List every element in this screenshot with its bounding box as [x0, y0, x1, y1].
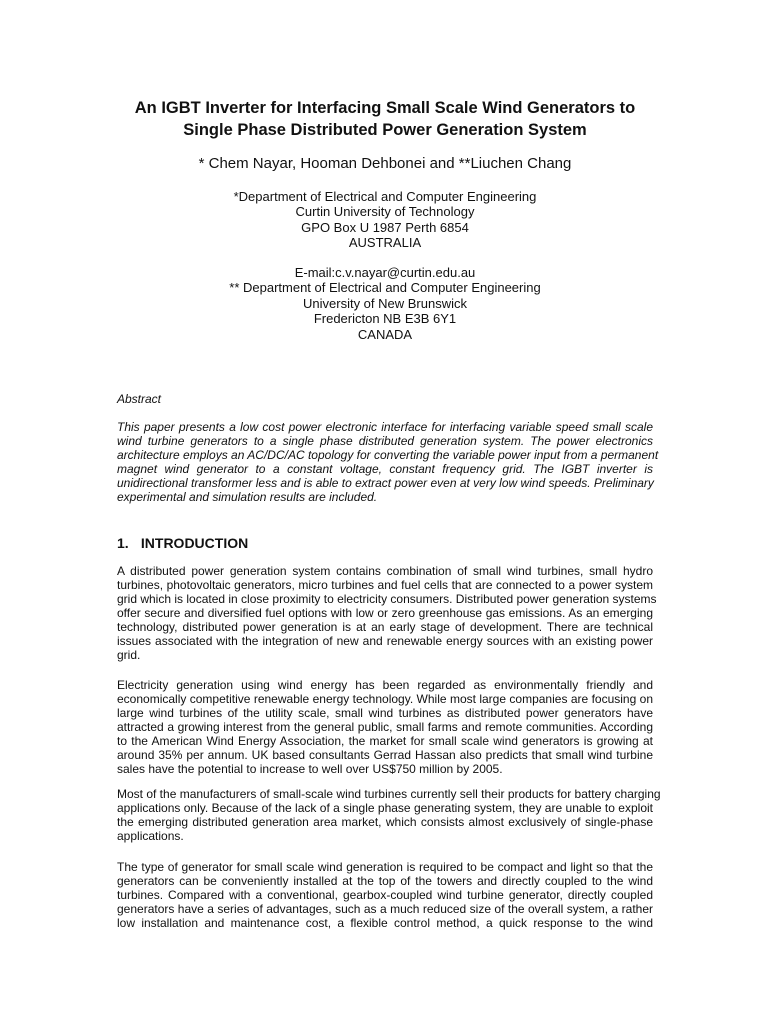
text-line: economically competitive renewable energy technology. While most large companies are focusing on — [117, 692, 653, 706]
text-line: The type of generator for small scale wind generation is required to be compact and light so that the — [117, 860, 653, 874]
text-line: large wind turbines of the utility scale, small wind turbines as distributed power generators have — [117, 706, 653, 720]
affiliation-line: University of New Brunswick — [303, 295, 467, 311]
text-line: technology, distributed power generation is at an early stage of development. There are technical — [117, 620, 653, 634]
text-line: low installation and maintenance cost, a flexible control method, a quick response to the wind — [117, 916, 653, 930]
affiliation-line: Curtin University of Technology — [295, 204, 475, 220]
intro-paragraph — [117, 564, 657, 662]
text-line: Electricity generation using wind energy has been regarded as environmentally friendly and — [117, 678, 653, 692]
text-line: attracted a growing interest from the general public, small farms and remote communities. According — [117, 720, 653, 734]
affiliation-line: CANADA — [357, 326, 413, 342]
abstract-heading: Abstract — [117, 392, 162, 406]
affiliation-curtin — [100, 189, 670, 251]
text-line: This paper presents a low cost power electronic interface for interfacing variable speed small scale — [117, 420, 653, 434]
text-line: grid. — [117, 648, 141, 662]
section-title: INTRODUCTION — [140, 535, 249, 551]
affiliation-line: AUSTRALIA — [348, 235, 422, 251]
intro-paragraph — [117, 787, 661, 843]
title-line: An IGBT Inverter for Interfacing Small Scale Wind Generators to — [134, 99, 636, 117]
text-line: magnet wind generator to a constant voltage, constant frequency grid. The IGBT inverter is — [117, 462, 653, 476]
text-line: wind turbine generators to a single phase distributed generation system. The power electronics — [117, 434, 653, 448]
text-line: generators have a series of advantages, such as a much reduced size of the overall system, a rather — [117, 902, 653, 916]
text-line: sales have the potential to increase to well over US$750 million by 2005. — [117, 762, 503, 776]
title-line: Single Phase Distributed Power Generation System — [183, 121, 587, 139]
text-line: architecture employs an AC/DC/AC topology for converting the variable power input from a permanent — [117, 448, 659, 462]
section-number: 1. — [117, 535, 129, 551]
text-line: the emerging distributed generation area market, which consists almost exclusively of single-phase — [117, 815, 653, 829]
text-line: applications. — [117, 829, 184, 843]
intro-paragraph — [117, 678, 653, 776]
affiliation-line: GPO Box U 1987 Perth 6854 — [301, 219, 469, 235]
author-list: * Chem Nayar, Hooman Dehbonei and **Liuchen Chang — [198, 155, 572, 172]
text-line: issues associated with the integration of new and renewable energy sources with an existing power — [117, 634, 653, 648]
section-heading-introduction — [117, 534, 248, 552]
text-line: to the American Wind Energy Association, the market for small scale wind generators is growing at — [117, 734, 653, 748]
intro-paragraph — [117, 860, 653, 930]
text-line: turbines, photovoltaic generators, micro turbines and fuel cells that are connected to a power system — [117, 578, 653, 592]
email-line: E-mail:c.v.nayar@curtin.edu.au — [294, 265, 476, 280]
affiliation-line: *Department of Electrical and Computer Engineering — [233, 189, 537, 204]
text-line: applications only. Because of the lack of a single phase generating system, they are unable to exploit — [117, 801, 653, 815]
affiliation-unb — [100, 265, 670, 342]
text-line: A distributed power generation system contains combination of small wind turbines, small hydro — [117, 564, 653, 578]
affiliation-line: Fredericton NB E3B 6Y1 — [313, 311, 457, 327]
text-line: Most of the manufacturers of small-scale wind turbines currently sell their products for battery charging — [117, 787, 661, 801]
text-line: around 35% per annum. UK based consultants Gerrad Hassan also predicts that small wind turbine — [117, 748, 653, 762]
text-line: experimental and simulation results are included. — [117, 490, 378, 504]
affiliation-line: ** Department of Electrical and Computer Engineering — [229, 280, 541, 296]
abstract-body — [117, 420, 659, 504]
text-line: unidirectional transformer less and is able to extract power even at very low wind speeds. Preliminary — [117, 476, 654, 490]
text-line: offer secure and diversified fuel options with low or zero greenhouse gas emissions. As an emerging — [117, 606, 653, 620]
text-line: generators can be conveniently installed at the top of the towers and directly coupled to the wind — [117, 874, 653, 888]
text-line: grid which is located in close proximity to electricity consumers. Distributed power generation systems — [117, 592, 657, 606]
paper-title — [100, 97, 670, 141]
text-line: turbines. Compared with a conventional, gearbox-coupled wind turbine generator, directly coupled — [117, 888, 653, 902]
